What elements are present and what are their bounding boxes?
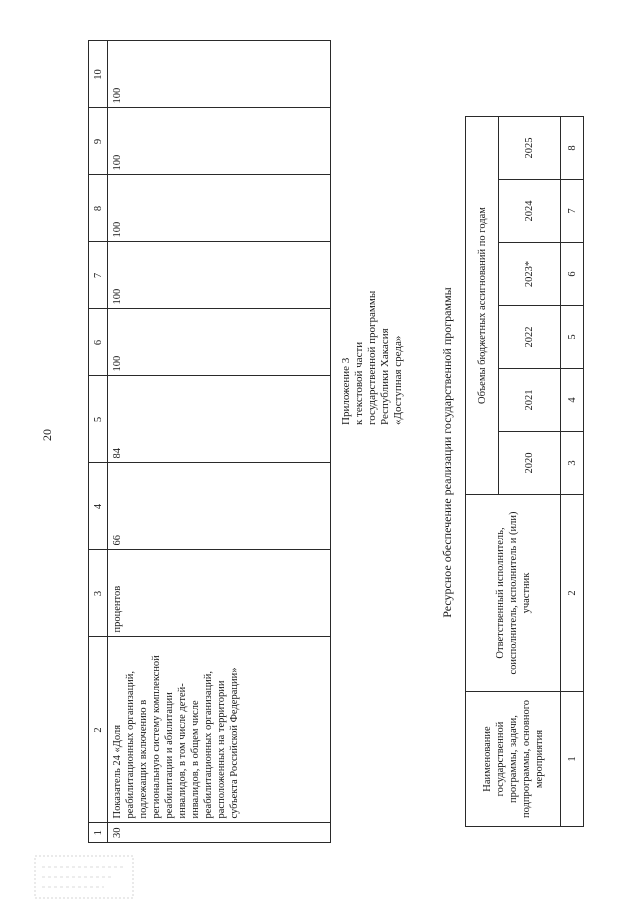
year-cell: 2020 (499, 432, 561, 495)
indicator-name: Показатель 24 «Доля реабилитационных организаций, подлежащих включению в региональную систему комплексной реабилитации и абилитации инвалидов, в том числе детей-инвалидов, в общем числе реабилитационных организаций, расположенных на территории субъекта Российской Федерации» (108, 637, 331, 823)
col-number: 10 (89, 41, 108, 108)
appendix-line: к текстовой части (353, 341, 365, 425)
col-number: 4 (561, 369, 584, 432)
col-number: 7 (89, 242, 108, 309)
col-number: 6 (89, 309, 108, 376)
appendix-line: Приложение 3 (340, 357, 352, 425)
table-header-row (89, 41, 108, 843)
col-number: 5 (89, 376, 108, 463)
col-number: 1 (561, 692, 584, 827)
value-cell: 100 (108, 309, 331, 376)
page-number: 20 (40, 429, 54, 441)
table-row (108, 41, 331, 843)
col-header-budget: Объемы бюджетных ассигнований по годам (466, 117, 499, 495)
number-row (561, 117, 584, 827)
resource-table (465, 116, 584, 827)
col-number: 9 (89, 108, 108, 175)
faded-stamp-icon (34, 855, 134, 899)
col-number: 8 (561, 117, 584, 180)
appendix-line: государственной программы (366, 290, 378, 425)
value-cell: 100 (108, 41, 331, 108)
col-number: 1 (89, 823, 108, 843)
unit-cell: процентов (108, 550, 331, 637)
section-title: Ресурсное обеспечение реализации государственной программы (440, 287, 454, 618)
year-cell: 2022 (499, 306, 561, 369)
indicator-table (88, 41, 331, 844)
col-number: 6 (561, 243, 584, 306)
col-number: 8 (89, 175, 108, 242)
year-cell: 2021 (499, 369, 561, 432)
col-number: 5 (561, 306, 584, 369)
col-number: 4 (89, 463, 108, 550)
appendix-line: «Доступная среда» (392, 335, 404, 425)
value-cell: 100 (108, 242, 331, 309)
value-cell: 100 (108, 108, 331, 175)
row-number: 30 (108, 823, 331, 843)
col-number: 3 (89, 550, 108, 637)
col-header-executor: Ответственный исполнитель, соисполнитель, исполнитель и (или) участник (466, 495, 561, 692)
col-header-name: Наименование государственной программы, задачи, подпрограммы, основного мероприятия (466, 692, 561, 827)
appendix-note (340, 225, 405, 425)
appendix-line: Республики Хакасия (379, 328, 391, 425)
value-cell: 100 (108, 175, 331, 242)
col-number: 7 (561, 180, 584, 243)
col-number: 2 (89, 637, 108, 823)
year-cell: 2023* (499, 243, 561, 306)
year-cell: 2025 (499, 117, 561, 180)
value-cell: 84 (108, 376, 331, 463)
year-cell: 2024 (499, 180, 561, 243)
col-number: 3 (561, 432, 584, 495)
table-header-row (466, 117, 499, 827)
value-cell: 66 (108, 463, 331, 550)
col-number: 2 (561, 495, 584, 692)
